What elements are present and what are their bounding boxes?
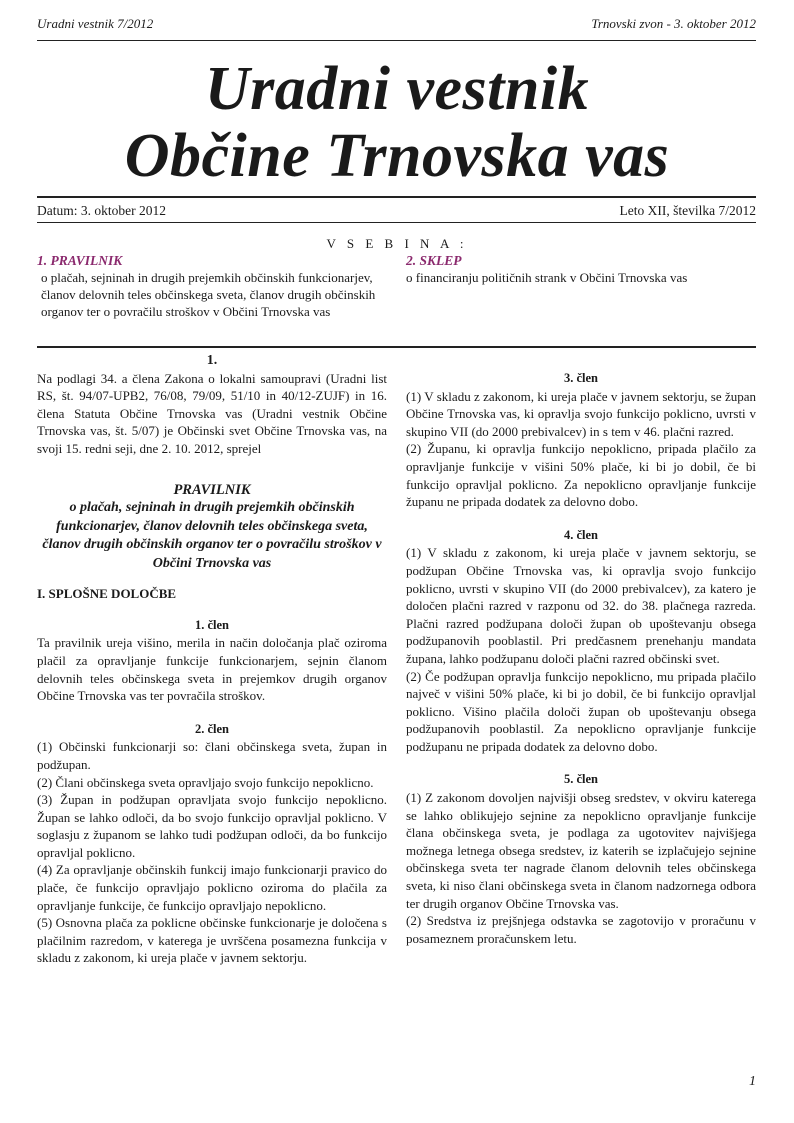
section-heading: I. SPLOŠNE DOLOČBE xyxy=(37,586,177,602)
article-2-para-5: (5) Osnovna plača za poklicne občinske funkcionarje je določena s plačilnim razredom, v katerega je uvrščena posamezna funkcija v skladu z zakonom, ki ureja plače v javnem sektorju. xyxy=(37,915,387,966)
toc-rule xyxy=(37,346,756,348)
toc-item-text: o financiranju političnih strank v Občini Trnovska vas xyxy=(406,270,688,285)
issue-number: Leto XII, številka 7/2012 xyxy=(619,203,756,218)
article-2-para-1: (1) Občinski funkcionarji so: člani občinskega sveta, župan in podžupan. xyxy=(37,739,387,772)
page-number: 1 xyxy=(749,1074,756,1089)
article-1-title: 1. člen xyxy=(194,617,230,632)
toc-item-text: o plačah, sejninah in drugih prejemkih občinskih funkcionarjev, članov delovnih teles občinskega sveta, članov drugih občinskih organov ter o povračilu stroškov v Občini Trnovska vas xyxy=(41,270,376,319)
article-5-title: 5. člen xyxy=(563,772,599,787)
article-2-title: 2. člen xyxy=(194,721,230,736)
article-3-title: 3. člen xyxy=(563,371,599,385)
article-4-title: 4. člen xyxy=(563,527,599,542)
article-3-para-1: (1) V skladu z zakonom, ki ureja plače v javnem sektorju, se župan Občine Trnovska vas, ki opravlja svojo funkcijo poklicno, uvrsti v skupino VII (do 2000 prebivalcev) in s tem v 46. plačni razred. xyxy=(406,388,756,439)
masthead-title-line1: Uradni vestnik xyxy=(204,55,590,123)
article-1-text: Ta pravilnik ureja višino, merila in način določanja plač oziroma plačil za opravljanje funkcije funkcionarjem, sejnin članom delovnih teles občinskega sveta in prejemkov drugih organov Občine Trnovska vas ter povračila stroškov. xyxy=(37,635,387,704)
toc-item-title: 2. SKLEP xyxy=(406,253,462,268)
running-header-right: Trnovski zvon - 3. oktober 2012 xyxy=(591,16,756,31)
dateline-rule xyxy=(37,222,756,223)
masthead-rule xyxy=(37,196,756,198)
toc-item-title: 1. PRAVILNIK xyxy=(37,253,123,268)
left-column xyxy=(37,352,387,967)
article-2-para-2: (2) Člani občinskega sveta opravljajo svojo funkcijo nepoklicno. xyxy=(37,774,374,790)
running-header-left: Uradni vestnik 7/2012 xyxy=(37,16,154,31)
issue-date: Datum: 3. oktober 2012 xyxy=(37,203,166,218)
article-4-para-1: (1) V skladu z zakonom, ki ureja plače v javnem sektorju, se podžupan Občine Trnovska vas, ki opravlja svojo funkcijo poklicno, uvrsti v skupino VII (do 2000 prebivalcev), za katero je določen plačni razred v razponu od 32. do 38. plačnega razreda. Plačni razred podžupana določi župan ob upoštevanju obsega podžupanovih pooblastil. Pri predčasnem prenehanju mandata župana, lahko podžupanu določi plačni razred občinski svet. xyxy=(406,545,756,666)
toc-heading: V S E B I N A : xyxy=(326,236,468,251)
document-number: 1. xyxy=(206,353,218,368)
document-title: PRAVILNIK xyxy=(173,481,251,498)
masthead-title-line2: Občine Trnovska vas xyxy=(124,122,670,190)
article-3-para-2: (2) Županu, ki opravlja funkcijo nepoklicno, pripada plačilo za opravljanje funkcije v višini 50% plače, ki bi jo dobil, če bi funkcijo opravljal poklicno. Za nepoklicno opravljanje funkcije županu ne pripada dodatek za delovno dobo. xyxy=(406,441,756,510)
article-2-para-4: (4) Za opravljanje občinskih funkcij imajo funkcionarji pravico do plače, če funkcijo opravljajo poklicno oziroma do plačila za opravljanje funkcije, če funkcijo opravljajo nepoklicno. xyxy=(37,862,387,913)
article-5-para-2: (2) Sredstva iz prejšnjega odstavka se zagotovijo v proračunu v posameznem proračunskem letu. xyxy=(406,913,756,946)
right-column xyxy=(406,370,756,947)
article-2-para-3: (3) Župan in podžupan opravljata svojo funkcijo nepoklicno. Župan se lahko odloči, da bo svojo funkcijo opravljal poklicno. V soglasju z županom se lahko tudi podžupan odloči, da bo funkcijo opravljal poklicno. xyxy=(37,792,387,860)
toc-item-2[interactable] xyxy=(406,252,756,286)
preamble: Na podlagi 34. a člena Zakona o lokalni samoupravi (Uradni list RS, št. 94/07-UPB2, 76/08, 79/09, 51/10 in 40/12-ZUJF) in 16. člena Statuta Občine Trnovska vas (Uradni vestnik Občine Trnovska vas, št. 5/07) je Občinski svet Občine Trnovska vas, na svoji 15. redni seji, dne 2. 10. 2012, sprejel xyxy=(37,370,387,456)
article-5-para-1: (1) Z zakonom dovoljen najvišji obseg sredstev, v okviru katerega se lahko oblikujejo sejnine za nepoklicno opravljanje funkcije člana občinskega sveta, je podlaga za ugotovitev najvišjega možnega letnega obsega sredstev, iz katerih se izplačujejo sejnine občinskega sveta ter nagrade članom delovnih teles občinskega sveta, ki niso člani občinskega sveta in članom nadzornega odbora ter drugih organov Občine Trnovska vas. xyxy=(406,790,756,911)
toc-item-1[interactable] xyxy=(37,252,387,320)
document-subtitle: o plačah, sejninah in drugih prejemkih občinskih funkcionarjev, članov delovnih teles občinskega sveta, članov drugih občinskih organov ter o povračilu stroškov v Občini Trnovska vas xyxy=(42,500,382,571)
article-4-para-2: (2) Če podžupan opravlja funkcijo nepoklicno, mu pripada plačilo največ v višini 50% plače, ki bi jo dobil, če bi funkcijo opravljal poklicno. Višino plačila določi župan ob upoštevanju obsega podžupanovih pooblastil. Za nepoklicno opravljanje funkcije podžupanu ne pripada dodatek za delovno dobo. xyxy=(406,668,756,754)
top-rule xyxy=(37,40,756,41)
